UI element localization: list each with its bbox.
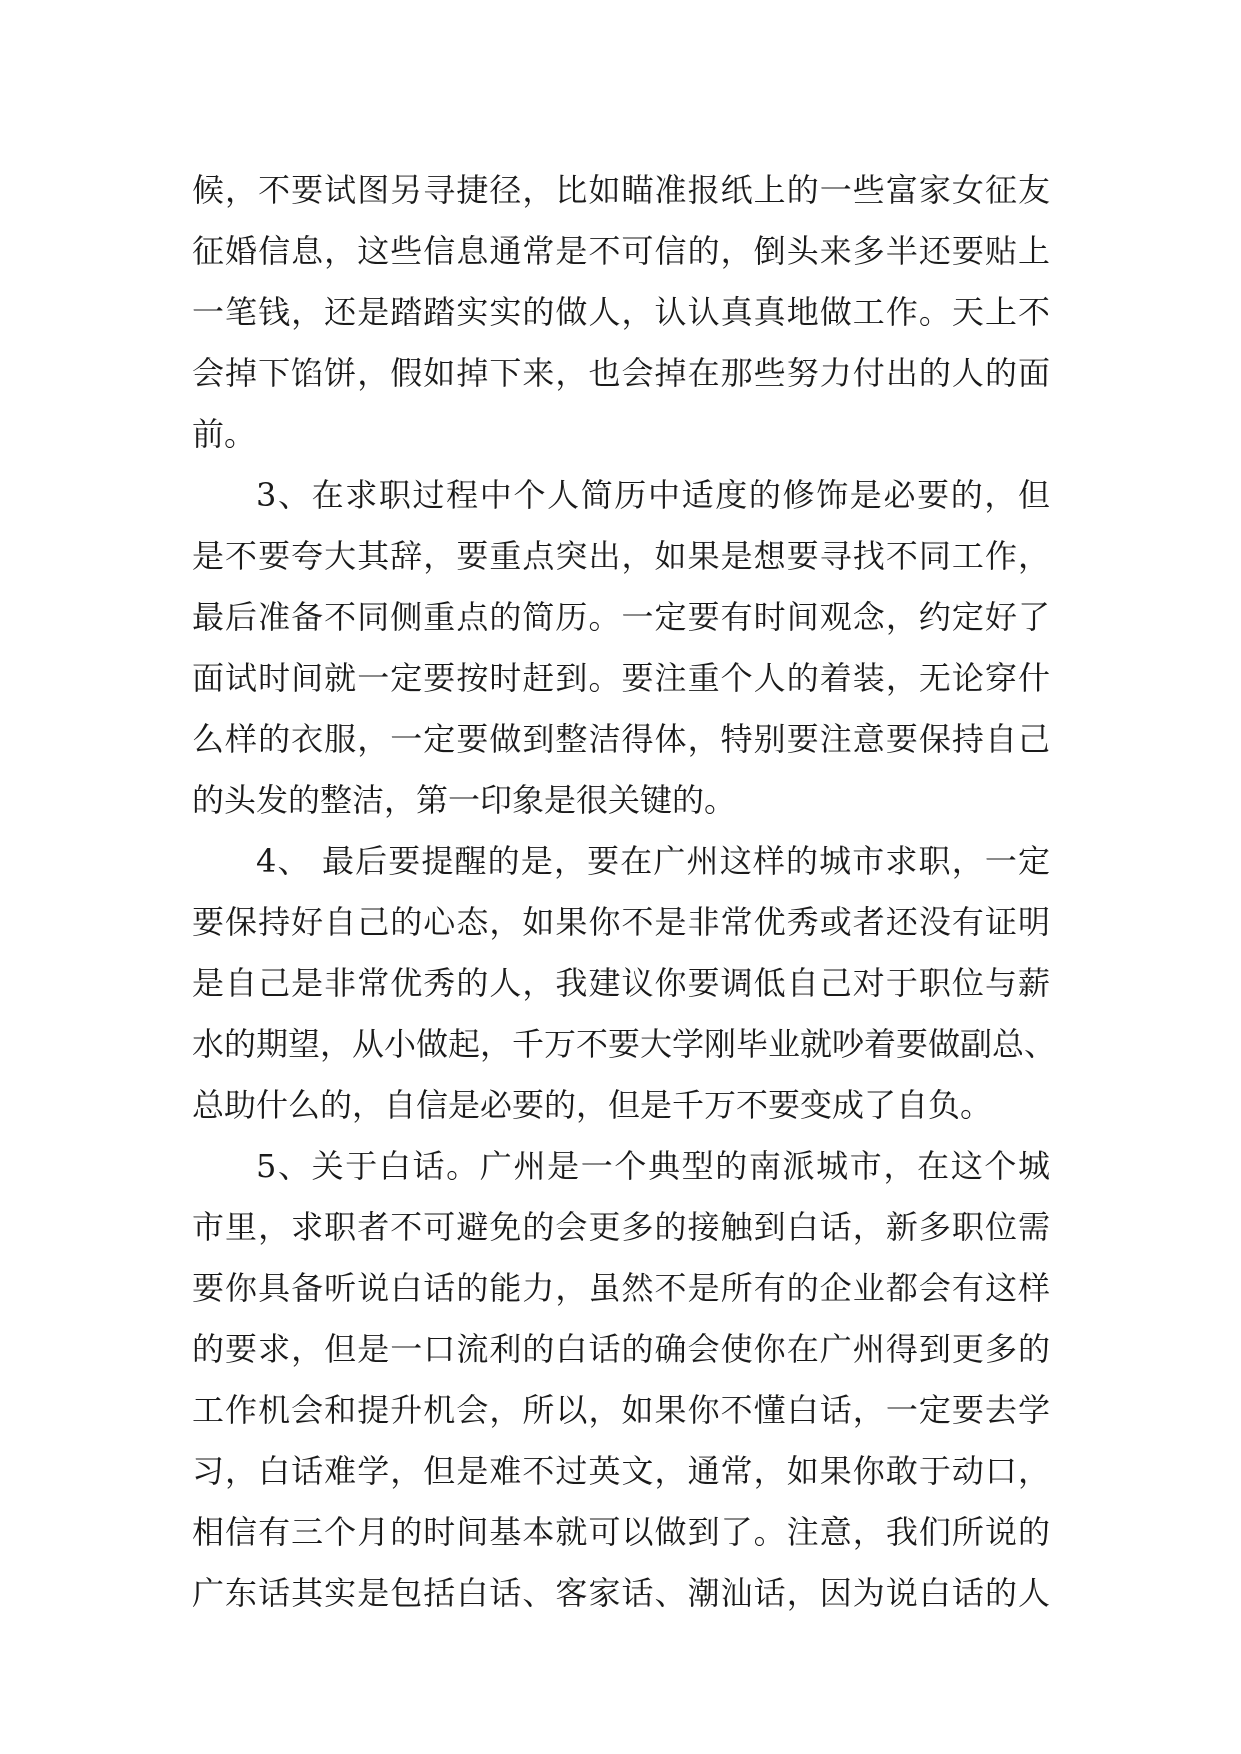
text-line: 一笔钱，还是踏踏实实的做人，认认真真地做工作。天上不	[192, 293, 1050, 331]
text-line: 候，不要试图另寻捷径，比如瞄准报纸上的一些富家女征友	[192, 171, 1050, 209]
document-body	[192, 160, 1057, 1624]
text-line: 最后准备不同侧重点的简历。一定要有时间观念，约定好了	[192, 598, 1050, 636]
text-line: 前。	[192, 415, 257, 453]
text-line: 的头发的整洁，第一印象是很关键的。	[192, 781, 737, 819]
text-line: 相信有三个月的时间基本就可以做到了。注意，我们所说的	[192, 1513, 1050, 1551]
text-line: 会掉下馅饼，假如掉下来，也会掉在那些努力付出的人的面	[192, 354, 1050, 392]
text-line: 市里，求职者不可避免的会更多的接触到白话，新多职位需	[192, 1208, 1050, 1246]
text-line: 工作机会和提升机会，所以，如果你不懂白话，一定要去学	[192, 1391, 1050, 1429]
text-line: 的要求，但是一口流利的白话的确会使你在广州得到更多的	[192, 1330, 1050, 1368]
paragraph-5-first-line: 5、关于白话。广州是一个典型的南派城市，在这个城	[256, 1147, 1050, 1185]
text-line: 征婚信息，这些信息通常是不可信的，倒头来多半还要贴上	[192, 232, 1050, 270]
paragraph-3-first-line: 3、在求职过程中个人简历中适度的修饰是必要的，但	[256, 476, 1050, 514]
text-line: 水的期望，从小做起，千万不要大学刚毕业就吵着要做副总、	[192, 1025, 1057, 1063]
text-line: 总助什么的，自信是必要的，但是千万不要变成了自负。	[192, 1086, 993, 1124]
text-line: 习，白话难学，但是难不过英文，通常，如果你敢于动口，	[192, 1452, 1050, 1490]
text-line: 么样的衣服，一定要做到整洁得体，特别要注意要保持自己	[192, 720, 1050, 758]
paragraph-4-first-line: 4、 最后要提醒的是，要在广州这样的城市求职，一定	[256, 842, 1050, 880]
text-line: 广东话其实是包括白话、客家话、潮汕话，因为说白话的人	[192, 1574, 1050, 1612]
text-line: 要保持好自己的心态，如果你不是非常优秀或者还没有证明	[192, 903, 1050, 941]
text-line: 要你具备听说白话的能力，虽然不是所有的企业都会有这样	[192, 1269, 1050, 1307]
text-line: 是不要夸大其辞，要重点突出，如果是想要寻找不同工作，	[192, 537, 1050, 575]
text-line: 面试时间就一定要按时赶到。要注重个人的着装，无论穿什	[192, 659, 1050, 697]
text-line: 是自己是非常优秀的人，我建议你要调低自己对于职位与薪	[192, 964, 1050, 1002]
